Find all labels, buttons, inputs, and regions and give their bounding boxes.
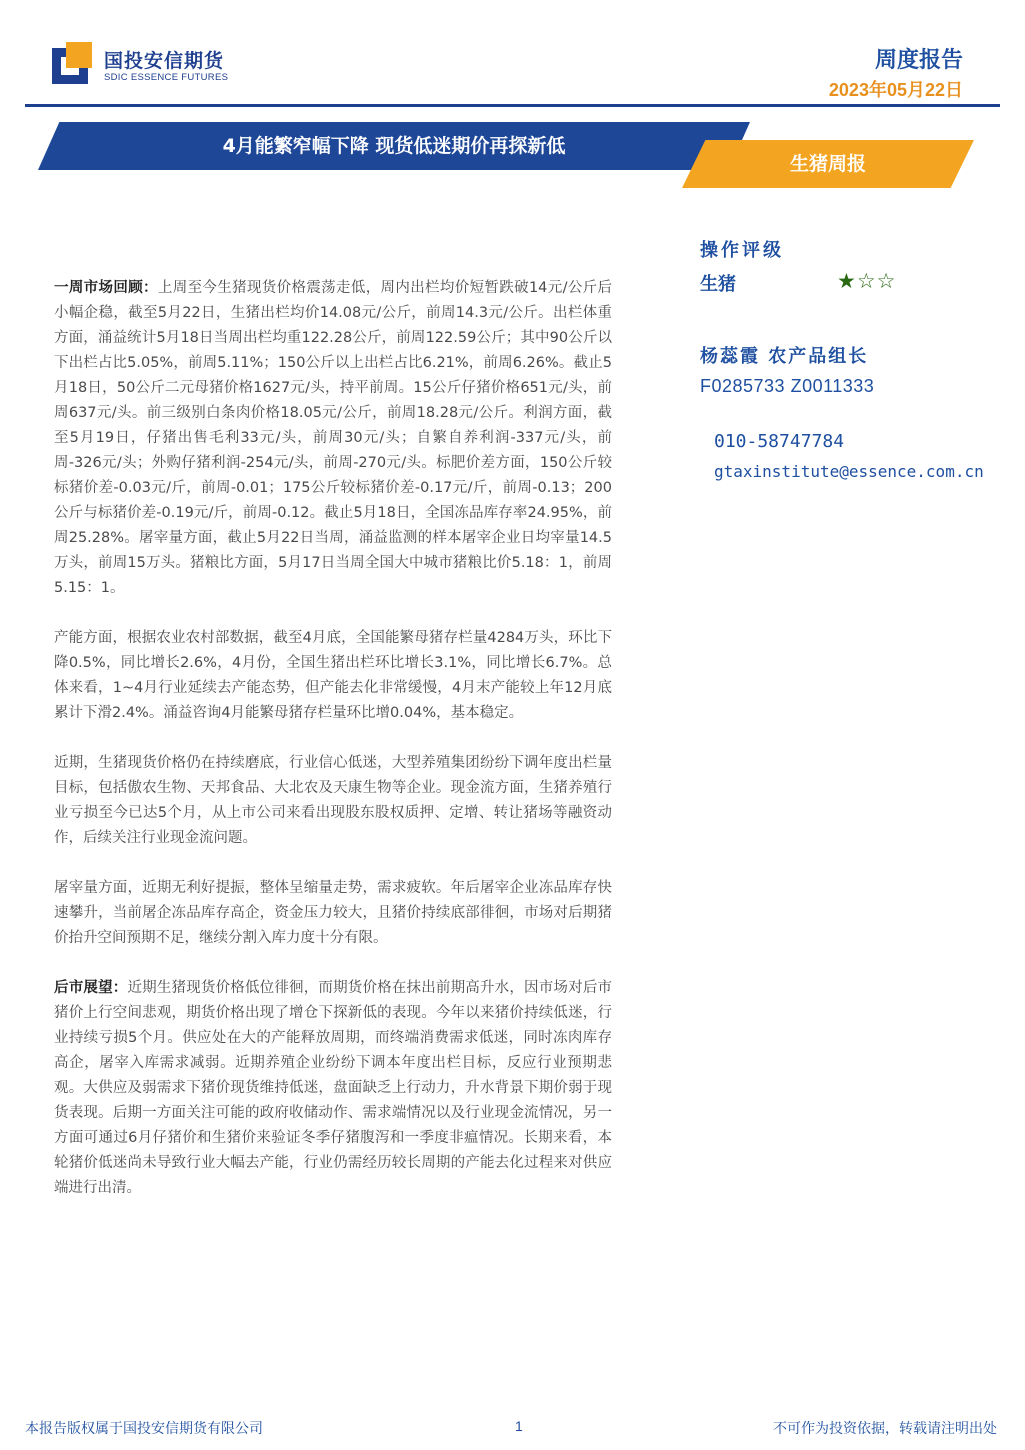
analyst-license-codes: F0285733 Z0011333 xyxy=(700,376,875,396)
logo-icon xyxy=(52,42,94,84)
footer-copyright: 本报告版权属于国投安信期货有限公司 xyxy=(25,1421,263,1437)
paragraph-market-review xyxy=(54,276,612,601)
sidebar xyxy=(700,236,1010,481)
paragraph-capacity: 产能方面，根据农业农村部数据，截至4月底，全国能繁母猪存栏量4284万头，环比下降0.5%，同比增长2.6%，4月份，全国生猪出栏环比增长3.1%，同比增长6.7%。总体来看，1~4月行业延续去产能态势，但产能去化非常缓慢，4月末产能较上年12月底累计下滑2.4%。涌益咨询4月能繁母猪存栏量环比增0.04%，基本稳定。 xyxy=(54,630,612,721)
logo-english-name: SDIC ESSENCE FUTURES xyxy=(104,72,229,83)
rating-stars-icon: ★☆☆ xyxy=(837,269,897,293)
footer-disclaimer: 不可作为投资依据，转载请注明出处 xyxy=(773,1421,997,1437)
page-number: 1 xyxy=(515,1418,523,1434)
company-logo xyxy=(52,40,232,90)
report-date: 2023年05月22日 xyxy=(828,80,963,100)
paragraph-industry: 近期，生猪现货价格仍在持续磨底，行业信心低迷，大型养殖集团纷纷下调年度出栏量目标，包括傲农生物、天邦食品、大北农及天康生物等企业。现金流方面，生猪养殖行业亏损至今已达5个月，从上市公司来看出现股东股权质押、定增、转让猪场等融资动作，后续关注行业现金流问题。 xyxy=(54,755,612,846)
header-divider xyxy=(25,104,1000,107)
analyst-name: 杨蕊霞 农产品组长 xyxy=(700,346,869,367)
report-type: 周度报告 xyxy=(874,48,963,73)
paragraph-lead: 后市展望： xyxy=(54,980,128,996)
rating-row xyxy=(700,270,1010,298)
contact-phone: 010-58747784 xyxy=(714,431,845,452)
report-title: 4月能繁窄幅下降 现货低迷期价再探新低 xyxy=(222,135,566,157)
rating-item: 生猪 xyxy=(700,274,736,295)
rating-heading: 操作评级 xyxy=(700,240,784,261)
paragraph-slaughter: 屠宰量方面，近期无利好提振，整体呈缩量走势，需求疲软。年后屠宰企业冻品库存快速攀升，当前屠企冻品库存高企，资金压力较大，且猪价持续底部徘徊，市场对后期猪价抬升空间预期不足，继续分割入库力度十分有限。 xyxy=(54,880,612,946)
main-body xyxy=(54,276,612,1226)
paragraph-text: 上周至今生猪现货价格震荡走低，周内出栏均价短暂跌破14元/公斤后小幅企稳，截至5月22日，生猪出栏均价14.08元/公斤，前周14.3元/公斤。出栏体重方面，涌益统计5月18日当周出栏均重122.28公斤，前周122.59公斤；其中90公斤以下出栏占比5.05%，前周5.11%；150公斤以上出栏占比6.21%，前周6.26%。截止5月18日，50公斤二元母猪价格1627元/头，持平前周。15公斤仔猪价格651元/头，前周637元/头。前三级别白条肉价格18.05元/公斤，前周18.28元/公斤。利润方面，截至5月19日，仔猪出售毛利33元/头，前周30元/头；自繁自养利润-337元/头，前周-326元/头；外购仔猪利润-254元/头，前周-270元/头。标肥价差方面，150公斤较标猪价差-0.03元/斤，前周-0.01；175公斤较标猪价差-0.17元/斤，前周-0.13；200公斤与标猪价差-0.19元/斤，前周-0.12。截止5月18日，全国冻品库存率24.95%，前周25.28%。屠宰量方面，截止5月22日当周，涌益监测的样本屠宰企业日均宰量14.5万头，前周15万头。猪粮比方面，5月17日当周全国大中城市猪粮比价5.18：1，前周5.15：1。 xyxy=(54,280,613,596)
logo-chinese-name: 国投安信期货 xyxy=(104,50,225,72)
paragraph-outlook xyxy=(54,976,612,1201)
contact-email[interactable]: gtaxinstitute@essence.com.cn xyxy=(714,462,984,481)
report-category: 生猪周报 xyxy=(789,153,866,175)
paragraph-lead: 一周市场回顾： xyxy=(54,280,158,296)
paragraph-text: 近期生猪现货价格低位徘徊，而期货价格在抹出前期高升水，因市场对后市猪价上行空间悲观，期货价格出现了增仓下探新低的表现。今年以来猪价持续低迷，行业持续亏损5个月。供应处在大的产能释放周期，而终端消费需求低迷，同时冻肉库存高企，屠宰入库需求减弱。近期养殖企业纷纷下调本年度出栏目标，反应行业预期悲观。大供应及弱需求下猪价现货维持低迷，盘面缺乏上行动力，升水背景下期价弱于现货表现。后期一方面关注可能的政府收储动作、需求端情况以及行业现金流情况，另一方面可通过6月仔猪价和生猪价来验证冬季仔猪腹泻和一季度非瘟情况。长期来看，本轮猪价低迷尚未导致行业大幅去产能，行业仍需经历较长周期的产能去化过程来对供应端进行出清。 xyxy=(54,980,613,1196)
